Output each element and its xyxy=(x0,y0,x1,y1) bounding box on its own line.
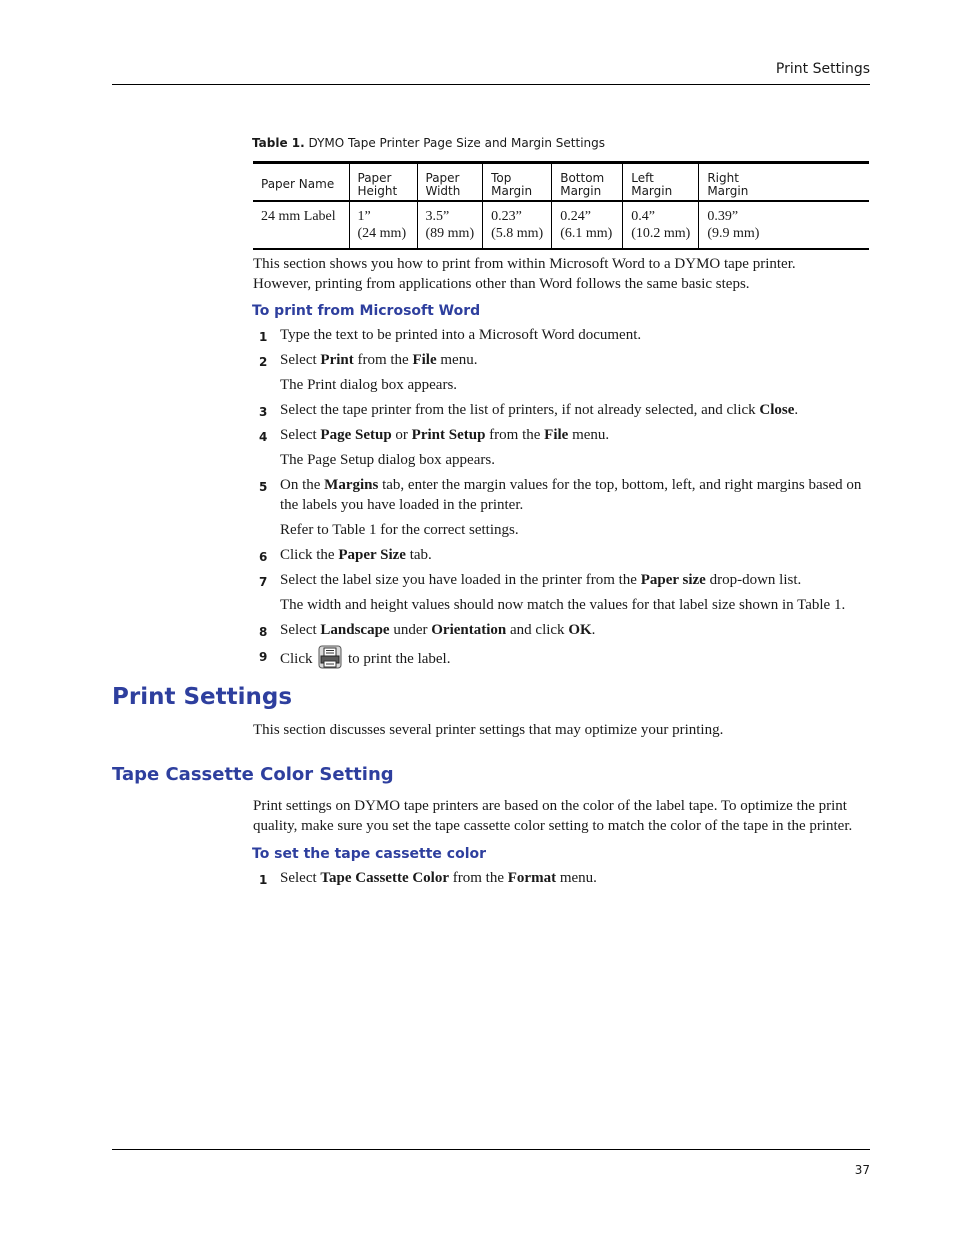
column-header-bottom-margin: Bottom Margin xyxy=(552,163,623,201)
column-header-paper-name: Paper Name xyxy=(261,177,335,192)
cell-paper-width: 3.5” (89 mm) xyxy=(417,201,483,249)
page-number: 37 xyxy=(854,1163,870,1177)
cell-top-margin: 0.23” (5.8 mm) xyxy=(483,201,552,249)
column-header-paper-width: Paper Width xyxy=(417,163,483,201)
word-step-2: 2 Select Print from the File menu. xyxy=(259,352,478,369)
column-header-paper-height: Paper Height xyxy=(349,163,417,201)
word-step-6: 6 Click the Paper Size tab. xyxy=(259,547,432,564)
word-step-4-note: The Page Setup dialog box appears. xyxy=(280,452,495,468)
word-step-5-note: Refer to Table 1 for the correct settings. xyxy=(280,522,519,538)
table-caption-label: Table 1. xyxy=(252,136,305,150)
word-step-7-note: The width and height values should now match the values for that label size shown in Table 1. xyxy=(280,597,846,613)
column-header-top-margin: Top Margin xyxy=(483,163,552,201)
word-step-8: 8 Select Landscape under Orientation and click OK. xyxy=(259,622,596,639)
table-header-row xyxy=(253,163,869,201)
word-step-2-note: The Print dialog box appears. xyxy=(280,377,458,393)
footer-rule xyxy=(112,1149,870,1150)
word-step-5: 5 On the Margins tab, enter the margin values for the top, bottom, left, and right margins based on the labels you have loaded in the printer. xyxy=(259,477,862,513)
cell-bottom-margin: 0.24” (6.1 mm) xyxy=(552,201,623,249)
table-caption-text: DYMO Tape Printer Page Size and Margin Settings xyxy=(308,136,605,150)
tape-cassette-paragraph: Print settings on DYMO tape printers are based on the color of the label tape. To optimize the print quality, make sure you set the tape cassette color setting to match the color of the tape in the printer. xyxy=(253,798,853,834)
running-header: Print Settings xyxy=(775,61,870,77)
word-step-9: 9 Click to print the label. xyxy=(259,645,874,669)
print-settings-paragraph: This section discusses several printer settings that may optimize your printing. xyxy=(253,722,724,738)
print-icon xyxy=(318,645,342,669)
cell-right-margin: 0.39” (9.9 mm) xyxy=(699,201,869,249)
word-step-4: 4 Select Page Setup or Print Setup from the File menu. xyxy=(259,427,610,444)
page-size-margin-table xyxy=(253,161,869,250)
tape-cassette-step-1: 1 Select Tape Cassette Color from the Format menu. xyxy=(259,870,597,887)
column-header-left-margin: Left Margin xyxy=(623,163,699,201)
tape-cassette-procedure-heading: To set the tape cassette color xyxy=(252,846,487,862)
table-row xyxy=(253,201,869,249)
column-header-right-margin: Right Margin xyxy=(699,163,869,201)
header-rule xyxy=(112,84,870,85)
word-step-7: 7 Select the label size you have loaded in the printer from the Paper size drop-down list. xyxy=(259,572,802,589)
tape-cassette-heading: Tape Cassette Color Setting xyxy=(112,764,394,785)
cell-paper-name: 24 mm Label xyxy=(261,208,336,224)
cell-left-margin: 0.4” (10.2 mm) xyxy=(623,201,699,249)
word-procedure-heading: To print from Microsoft Word xyxy=(252,303,481,319)
word-step-1: 1 Type the text to be printed into a Microsoft Word document. xyxy=(259,327,642,344)
print-settings-heading: Print Settings xyxy=(112,684,293,710)
cell-paper-height: 1” (24 mm) xyxy=(349,201,417,249)
word-step-3: 3 Select the tape printer from the list of printers, if not already selected, and click Close. xyxy=(259,402,799,419)
intro-paragraph: This section shows you how to print from within Microsoft Word to a DYMO tape printer. However, printing from applications other than Word follows the same basic steps. xyxy=(253,256,796,292)
table-caption xyxy=(252,136,605,150)
